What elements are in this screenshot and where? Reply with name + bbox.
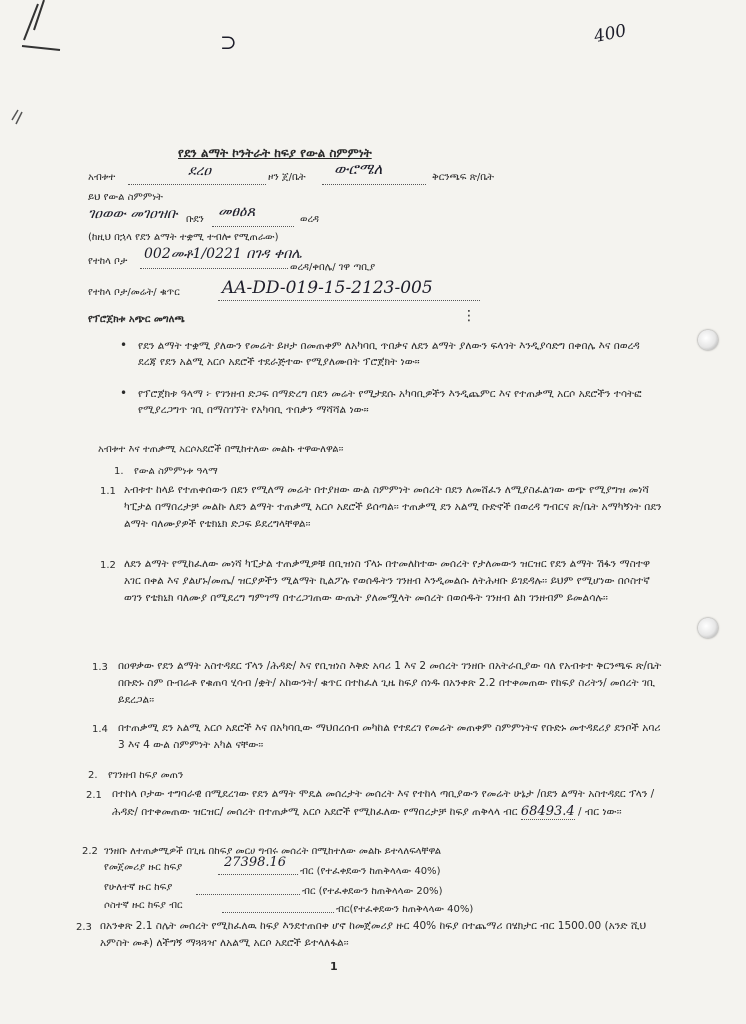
clause-number: 2.2 [82, 846, 98, 857]
clause-number: 1.4 [92, 724, 108, 735]
clause-text: ለደን ልማት የሚከፈለው መነሻ ካፒታል ተጠቃሚዎቹ በቢዝነስ ፕላኑ በተመለከተው መሰረት የታለመውን ዝርዝር የደን ልማት ሽፋን ማስተዋ አገር በቀል እና ያልሆኑ/መጤ/ ዝርያዎችን ሚልማት ኪልፖሉ የወሰዱትን ገንዘብ እንዲመልሱ ለትሕዛቡ ይገደዳሉ፡፡ ይህም የሚሆነው በሶስተኛ ወገን የቴክኒክ ባለሙያ በሚደረግ ግምገማ በተረጋገጠው ውጤት ያለመሟላት መሰረት በወሰዱት ገንዘብ ልክ ገንዘብም ይመልሳሉ፡፡ [124, 558, 651, 604]
fill-line [322, 184, 426, 185]
bullet-text: የደን ልማት ተቋሚ ያለውን የመሬት ይዞታ በመጠቀም ለአካባቢ ጥበቃና ለደን ልማት ያለውን ፍላጎት እንዲያሳድግ በቀበሌ እና በወረዳ ደረጃ የደን አልሚ አርሶ አደሮች ተደራጅተው የሚያለሙበት ፕሮጀክት ነው። [138, 340, 640, 368]
clause-number: 1.2 [100, 560, 116, 571]
fill-line [196, 894, 300, 895]
project-summary-heading: የፕሮጀክቱ አጭር መግለጫ [88, 314, 185, 325]
payment-row-suffix: ብር (የተፈቀደውን ከጠቅላላው 40%) [300, 866, 441, 877]
clause-number: 2.3 [76, 922, 92, 933]
fill-line [218, 300, 480, 301]
party-line-2: ይህ የውል ስምምነት [88, 192, 163, 203]
handwritten-site-number: AA-DD-019-15-2123-005 [222, 278, 433, 298]
clause-number: 1.1 [100, 486, 116, 497]
section-title: የገንዘብ ከፍያ መጠን [108, 770, 184, 781]
intro-line: አብቱተ እና ተጠቃሚ አርሶአደሮች በሚከተለው መልኩ ተዋውለዋል፡፡ [98, 444, 344, 455]
payment-row-label: ሶስተኛ ዙር ከፍያ ብር [104, 900, 183, 911]
clause-text: በተጠቃሚ ደን አልሚ አርሶ አደሮች እና በአካባቢው ማህበረሰብ መካከል የተደረገ የመሬት መጠቀም ስምምነትና የቡድኑ መተዳደሪያ ደንቦች አባሪ 3 እና 4 ውል ስምምነት አካል ናቸው፡፡ [118, 722, 661, 751]
section-number: 1. [114, 466, 124, 477]
handwritten-first-payment: 27398.16 [224, 855, 287, 870]
pen-dots: ⋮ [462, 308, 476, 324]
party-zone-label: ዞን ጀ/ቤት [268, 172, 306, 183]
handwritten-site: 002መቶ1/0221 በገዳ ቀበሌ [144, 246, 302, 262]
fill-line [222, 912, 334, 913]
punch-hole-bottom [698, 618, 718, 638]
clause-number: 2.1 [86, 790, 102, 801]
payment-row-label: የመጀመሪያ ዙር ከፍያ [104, 862, 183, 873]
pen-scribble-mark [0, 0, 200, 140]
handwritten-place: መፀዕጸ [218, 202, 256, 220]
site-suffix: ወረዳ/ቀበሌ/ ገዋ ጣቢያ [290, 262, 376, 273]
site-number-label: የተከላ ቦታ/መሬት/ ቁጥር [88, 287, 180, 298]
payment-row-suffix: ብር (የተፈቀደውን ከጠቅላላው 20%) [302, 886, 443, 897]
section-title: የውል ስምምነቱ ዓላማ [134, 466, 218, 477]
fill-line [128, 184, 266, 185]
fill-line [218, 874, 298, 875]
clause-text: በአንቀጽ 2.1 ስሌት መሰረት የሚከፈለዉ ከፍያ እንደተጠበቀ ሆኖ ከመጀመሪያ ዙር 40% ከፍያ በተጨማሪ በሄክታር ብር 1500.00 (አንድ ሺህ አምስት መቶ) ለችግኝ ማጓጓዣ ለአልሚ አርሶ አደሮች ይተላለፋል፡፡ [100, 920, 647, 949]
punch-hole-top [698, 330, 718, 350]
party-prefix: አብቱተ [88, 172, 116, 183]
party-branch-label: ቅርንጫፍ ጽ/ቤት [432, 172, 494, 183]
section-number: 2. [88, 770, 98, 781]
clause-number: 1.3 [92, 662, 108, 673]
party-line-4: (ከዚህ በኋላ የደን ልማት ተቋሚ ተብሎ የሚጠራው) [88, 232, 279, 243]
handwritten-zone-name: ደረዐ [188, 163, 212, 179]
bullet-icon: • [120, 338, 128, 352]
handwritten-group-name: ገዐወው መገዐዝቡ [88, 206, 178, 222]
bullet-text: የፕሮጀክቱ ዓላማ ፦ የገንዘብ ድጋፍ በማድረግ በደን መሬት የሚታደሱ አካባቢዎችን እንዲጨምር እና የተጠቃሚ አርሶ አደሮችን ተሳትፎ የሚያረጋግጥ ገቢ በማስገኘት የአካባቢ ጥበቃን ማሻሻል ነው። [138, 388, 642, 416]
party-woreda-label: ወረዳ [300, 214, 319, 225]
pen-mark: ⊃ [220, 30, 237, 54]
clause-text-b: / ብር ነው፡፡ [577, 806, 622, 818]
handwritten-region: ውሮሜለ [334, 160, 383, 178]
payment-row-label: የሁለተኛ ዙር ከፍያ [104, 882, 173, 893]
site-label: የተከላ ቦታ [88, 256, 128, 267]
party-group-label: ቡደን [186, 214, 204, 225]
payment-row-suffix: ብር(የተፈቀደውን ከጠቅላላው 40%) [336, 904, 474, 915]
page-number: 1 [330, 960, 338, 973]
fill-line [140, 268, 288, 269]
handwritten-page-count: 400 [592, 20, 629, 48]
clause-intro: ገንዘቡ ለተጠቃሚዎች በጊዜ በከፍያ መርሀ ግብሩ መሰረት በሚከተለው መልኩ ይተላለፍላቸዋል [104, 846, 442, 857]
handwritten-total-amount: 68493.4 [520, 804, 575, 819]
document-title: የደን ልማት ኮንትራት ከፍያ የውል ስምምነት [178, 146, 372, 160]
bullet-icon: • [120, 386, 128, 400]
clause-text: በዐዋቃው የደን ልማት አስተዳደር ፕላን /ሕዳድ/ እና የቢዝነስ እቅድ አባሪ 1 እና 2 መሰረት ገንዘቡ በአትራቢያው ባለ የአብቱተ ቅርንጫፍ ጽ/ቤት በቡድኑ ስም ቡብሬቶ የቁጠባ ሂሳብ /ቋት/ አከውንት/ ቁጥር በተከፈለ ጊዜ ከፍያ ሰነዱ በአንቀጽ 2.2 በተቀመጠው የከፍያ ስሪትን/ መሰረት ገቢ ይደረጋል፡፡ [118, 660, 662, 706]
clause-text [112, 786, 660, 821]
clause-text-a: በተከላ ቦታው ተግባራዊ በሚደረገው የደን ልማት ሞዴል መሰረታት መሰረት እና የተከላ ጣቢያውን የመሬት ሁኔታ /በደን ልማት አስተዳደር ፕላን /ሕዳድ/ በተቀመጠው ዝርዝር/ መሰረት በተጠቃሚ አርሶ አደሮች የሚከፈለው የማበረታቻ ከፍያ ጠቅላላ ብር [112, 788, 655, 818]
clause-text: አብቱተ ከላይ የተጠቀሰውን በደን የሚለማ መሬት በተያዘው ውል ስምምነት መሰረት በደን ለመሸፈን ለሚያስፈልገው ወጭ የሚያግዝ መነሻ ካፒታል በማበረታቻ መልኩ ለደን ልማት ተጠቃሚ አርሶ አደሮች ይሰጣል፡፡ ተጠቃሚ ደን አልሚ ቡድኖች በወረዳ ግብርና ጽ/ቤት አማካኝነት በደን ልማት ባለሙያዎች የቴክኒክ ድጋፍ ይደረግላቸዋል፡፡ [124, 484, 662, 530]
fill-line [212, 226, 294, 227]
